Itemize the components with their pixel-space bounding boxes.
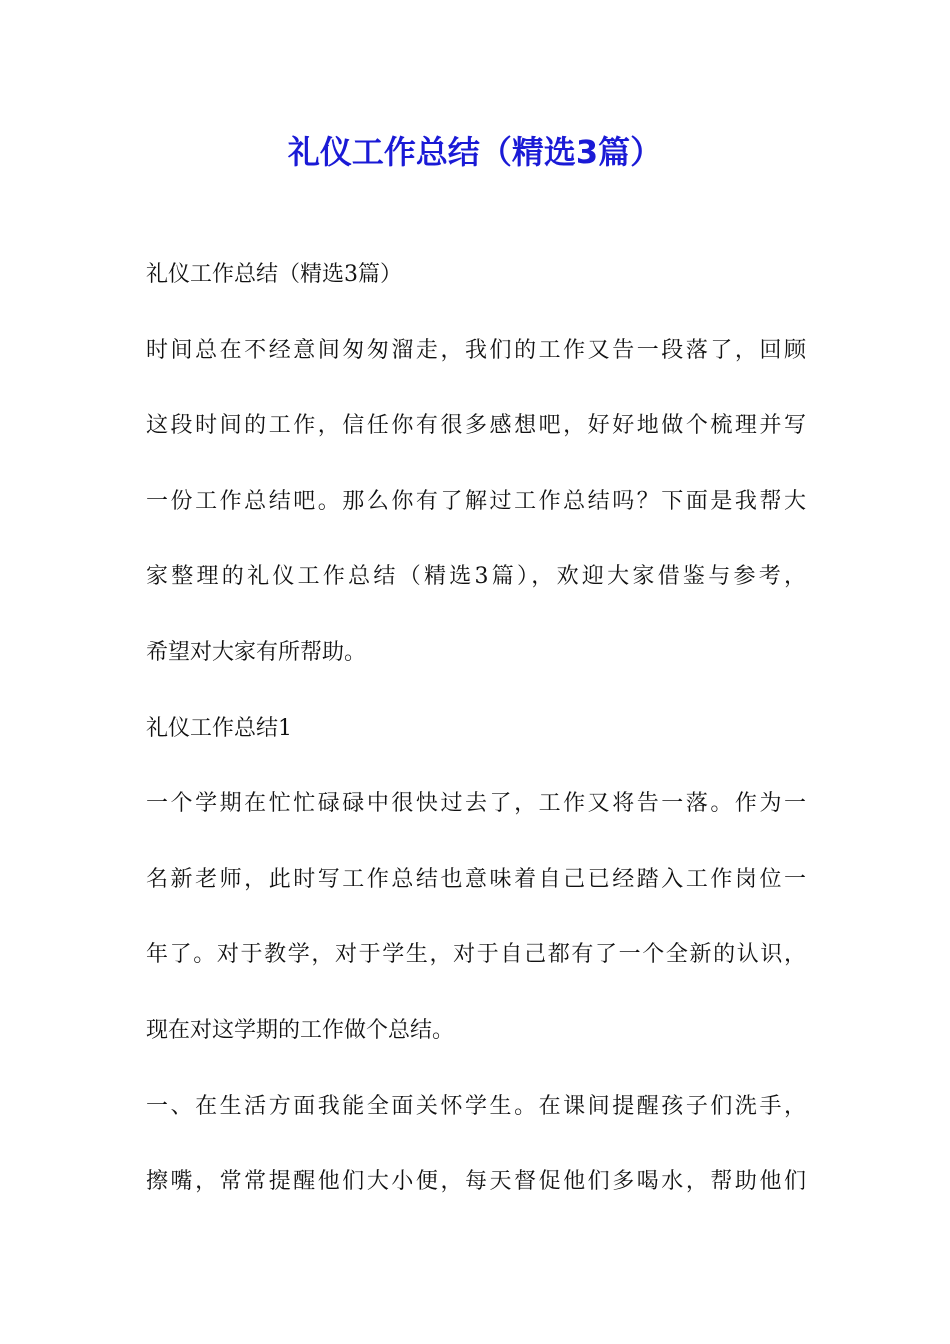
section-heading: 礼仪工作总结（精选3篇） xyxy=(146,262,402,287)
paragraph-line: 一、在生活方面我能全面关怀学生。在课间提醒孩子们洗手， xyxy=(146,1093,806,1119)
paragraph-line: 名新老师，此时写工作总结也意味着自己已经踏入工作岗位一 xyxy=(146,866,806,892)
paragraph-line: 家整理的礼仪工作总结（精选3篇），欢迎大家借鉴与参考， xyxy=(146,564,806,590)
document-title: 礼仪工作总结（精选3篇） xyxy=(287,133,663,171)
paragraph-line: 擦嘴，常常提醒他们大小便，每天督促他们多喝水，帮助他们 xyxy=(146,1169,806,1195)
paragraph-line: 时间总在不经意间匆匆溜走，我们的工作又告一段落了，回顾 xyxy=(146,337,806,363)
paragraph-line: 年了。对于教学，对于学生，对于自己都有了一个全新的认识， xyxy=(146,942,806,968)
paragraph-line: 希望对大家有所帮助。 xyxy=(146,639,367,665)
document-body xyxy=(146,256,806,1239)
paragraph-line: 现在对这学期的工作做个总结。 xyxy=(146,1017,455,1043)
paragraph-line: 这段时间的工作，信任你有很多感想吧，好好地做个梳理并写 xyxy=(146,413,806,439)
section-heading: 礼仪工作总结1 xyxy=(146,715,292,741)
paragraph-line: 一个学期在忙忙碌碌中很快过去了，工作又将告一落。作为一 xyxy=(146,791,806,817)
paragraph-line: 一份工作总结吧。那么你有了解过工作总结吗？下面是我帮大 xyxy=(146,488,806,514)
